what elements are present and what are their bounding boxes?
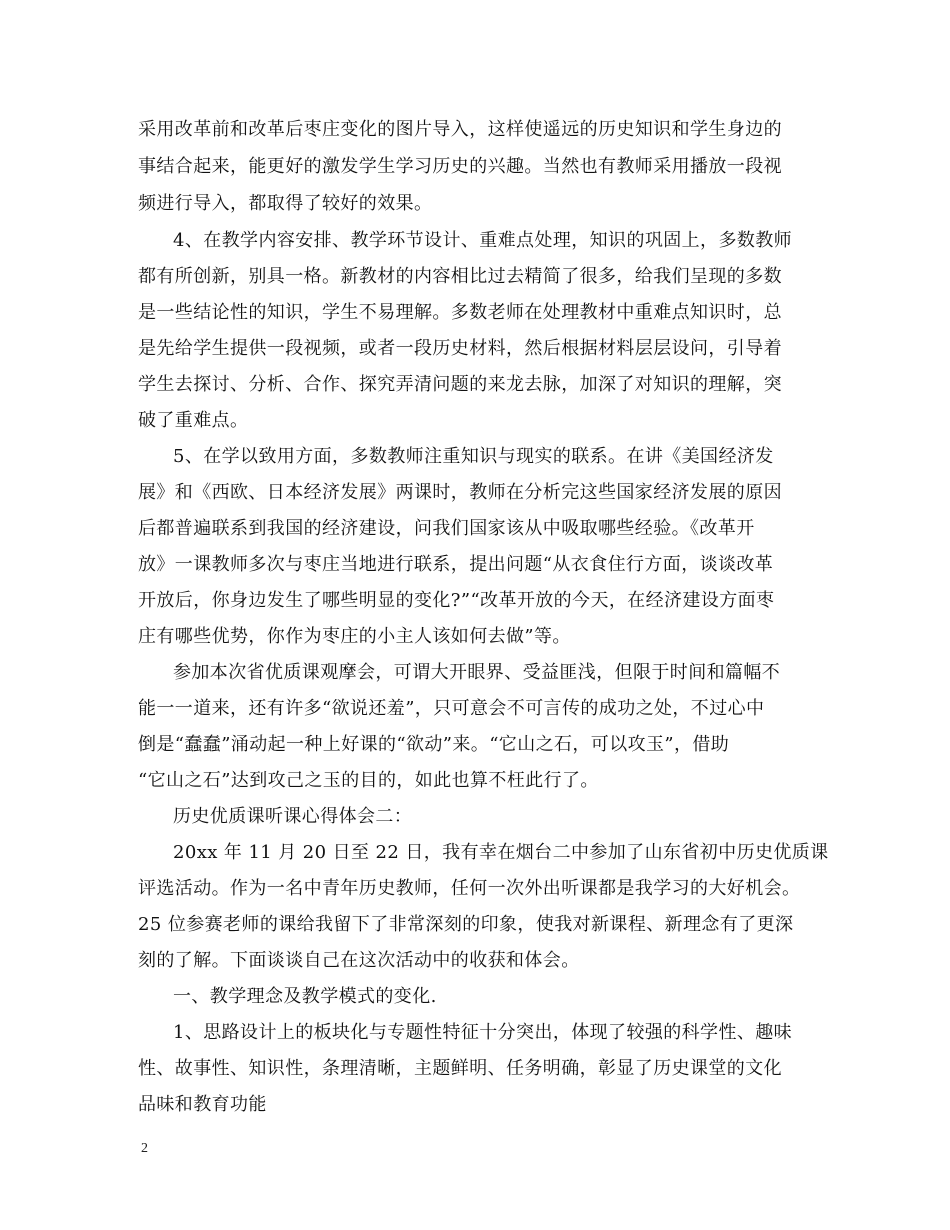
text-line: 采用改革前和改革后枣庄变化的图片导入，这样使遥远的历史知识和学生身边的: [138, 119, 782, 140]
text-line: 庄有哪些优势，你作为枣庄的小主人该如何去做”等。: [138, 626, 571, 647]
text-line: 倒是“蠢蠢”涌动起一种上好课的“欲动”来。“它山之石，可以攻玉”，借助: [138, 734, 730, 755]
text-line: 5、在学以致用方面，多数教师注重知识与现实的联系。在讲《美国经济发: [173, 446, 774, 467]
text-line: 都有所创新，别具一格。新教材的内容相比过去精简了很多，给我们呈现的多数: [138, 266, 782, 287]
text-line: 学生去探讨、分析、合作、探究弄清问题的来龙去脉，加深了对知识的理解，突: [138, 374, 782, 395]
text-line: 评选活动。作为一名中青年历史教师，任何一次外出听课都是我学习的大好机会。: [138, 878, 801, 899]
text-line: 破了重难点。: [138, 410, 249, 431]
text-line: 放》一课教师多次与枣庄当地进行联系，提出问题“从衣食住行方面，谈谈改革: [138, 554, 774, 575]
page-number: 2: [141, 1141, 148, 1156]
text-line: 开放后，你身边发生了哪些明显的变化?”“改革开放的今天，在经济建设方面枣: [138, 590, 775, 611]
text-line: 是一些结论性的知识，学生不易理解。多数老师在处理教材中重难点知识时，总: [138, 302, 782, 323]
text-line: 能一一道来，还有许多“欲说还羞”，只可意会不可言传的成功之处，不过心中: [138, 698, 765, 719]
text-line: 后都普遍联系到我国的经济建设，问我们国家该从中吸取哪些经验。《改革开: [138, 518, 755, 539]
text-line: 品味和教育功能: [138, 1094, 267, 1115]
text-line: 刻的了解。下面谈谈自己在这次活动中的收获和体会。: [138, 950, 580, 971]
text-line: 参加本次省优质课观摩会，可谓大开眼界、受益匪浅，但限于时间和篇幅不: [173, 662, 781, 683]
text-line: 是先给学生提供一段视频，或者一段历史材料，然后根据材料层层设问，引导着: [138, 338, 782, 359]
text-line: 25 位参赛老师的课给我留下了非常深刻的印象，使我对新课程、新理念有了更深: [138, 914, 794, 935]
text-line: 性、故事性、知识性，条理清晰，主题鲜明、任务明确，彰显了历史课堂的文化: [138, 1058, 782, 1079]
text-line: 事结合起来，能更好的激发学生学习历史的兴趣。当然也有教师采用播放一段视: [138, 156, 782, 177]
text-line: 一、教学理念及教学模式的变化.: [173, 986, 437, 1007]
text-line: 展》和《西欧、日本经济发展》两课时，教师在分析完这些国家经济发展的原因: [138, 482, 782, 503]
text-line: “它山之石”达到攻己之玉的目的，如此也算不枉此行了。: [138, 770, 599, 791]
text-line: 频进行导入，都取得了较好的效果。: [138, 193, 433, 214]
text-line: 历史优质课听课心得体会二：: [173, 806, 413, 827]
text-line: 4、在教学内容安排、教学环节设计、重难点处理，知识的巩固上，多数教师: [173, 230, 793, 251]
text-line: 20xx 年 11 月 20 日至 22 日，我有幸在烟台二中参加了山东省初中历史优质课: [173, 842, 829, 863]
text-line: 1、思路设计上的板块化与专题性特征十分突出，体现了较强的科学性、趣味: [173, 1022, 793, 1043]
